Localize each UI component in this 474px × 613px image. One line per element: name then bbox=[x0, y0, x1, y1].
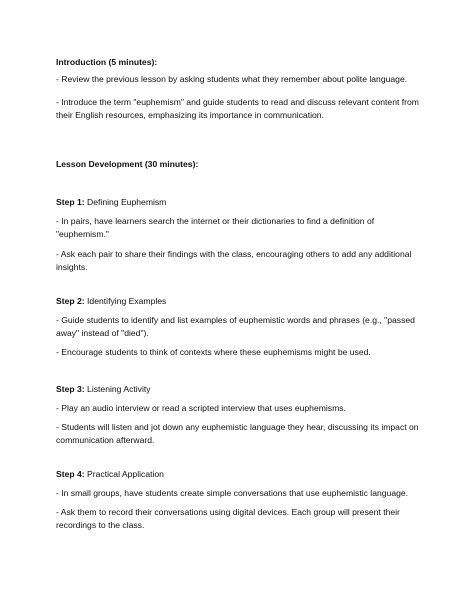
intro-line-2: - Introduce the term "euphemism" and guide students to read and discuss relevant content from their English resources, emphasizing its importance in communication. bbox=[56, 97, 419, 120]
step-1-heading bbox=[56, 196, 426, 209]
step-2-title: Identifying Examples bbox=[87, 296, 167, 306]
step-2-item-2: - Encourage students to think of contexts where these euphemisms might be used. bbox=[56, 347, 371, 357]
step-1-item-2: - Ask each pair to share their findings with the class, encouraging others to add any additional insights. bbox=[56, 249, 412, 272]
step-4-item-2: - Ask them to record their conversations using digital devices. Each group will present their recordings to the class. bbox=[56, 507, 400, 530]
step-1-item-1: - In pairs, have learners search the internet or their dictionaries to find a definition of "euphemism." bbox=[56, 216, 375, 239]
step-1-title: Defining Euphemism bbox=[87, 197, 167, 207]
step-1-label: Step 1: bbox=[56, 197, 85, 207]
step-4-heading bbox=[56, 468, 426, 481]
step-2-label: Step 2: bbox=[56, 296, 85, 306]
step-3-item-2: - Students will listen and jot down any euphemistic language they hear, discussing its impact on communication afterward. bbox=[56, 422, 419, 445]
step-2-item-1: - Guide students to identify and list examples of euphemistic words and phrases (e.g., "passed away" instead of "died"). bbox=[56, 315, 415, 338]
step-4-item-1: - In small groups, have students create simple conversations that use euphemistic language. bbox=[56, 488, 409, 498]
step-4-label: Step 4: bbox=[56, 469, 85, 479]
step-3-label: Step 3: bbox=[56, 384, 85, 394]
step-3-item-1: - Play an audio interview or read a scripted interview that uses euphemisms. bbox=[56, 403, 346, 413]
step-3-heading bbox=[56, 383, 426, 396]
step-3-title: Listening Activity bbox=[87, 384, 151, 394]
development-heading: Lesson Development (30 minutes): bbox=[56, 159, 199, 169]
step-2-heading bbox=[56, 295, 426, 308]
intro-heading: Introduction (5 minutes): bbox=[56, 57, 158, 67]
step-4-title: Practical Application bbox=[87, 469, 164, 479]
intro-line-1: - Review the previous lesson by asking students what they remember about polite language. bbox=[56, 74, 408, 84]
